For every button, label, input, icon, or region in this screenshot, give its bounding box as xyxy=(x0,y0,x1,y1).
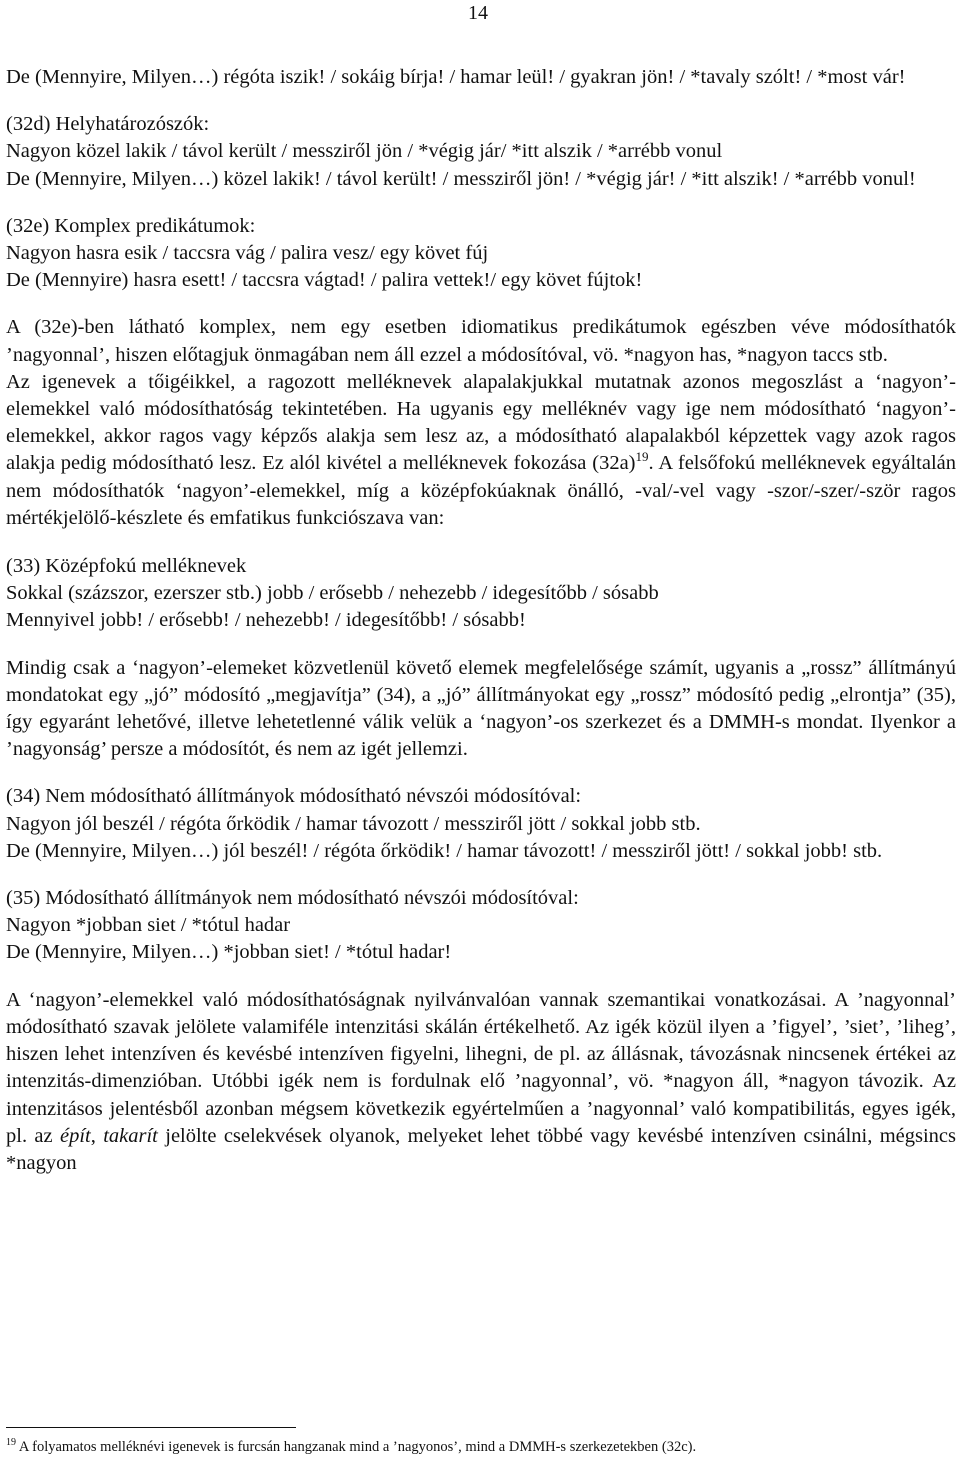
italic-term-takarit: takarít xyxy=(103,1124,158,1147)
example-34 xyxy=(6,783,956,865)
footnote-text: A folyamatos melléknévi igenevek is furcsán hangzanak mind a ’nagyonos’, mind a DMMH-s szerkezetekben (32c). xyxy=(16,1439,697,1455)
example-33-line2: Mennyivel jobb! / erősebb! / nehezebb! / idegesítőbb! / sósabb! xyxy=(6,609,526,632)
example-32d-line2: De (Mennyire, Milyen…) közel lakik! / távol került! / messziről jön! / *végig jár! / *itt alszik! / *arrébb vonul! xyxy=(6,167,916,190)
page-body xyxy=(6,64,956,1177)
example-35-line2: De (Mennyire, Milyen…) *jobban siet! / *tótul hadar! xyxy=(6,941,452,964)
paragraph-2 xyxy=(6,369,956,532)
paragraph-4-comma: , xyxy=(90,1124,104,1147)
example-35-title: (35) Módosítható állítmányok nem módosítható névszói módosítóval: xyxy=(6,887,579,910)
example-32e-line1: Nagyon hasra esik / taccsra vág / palira vesz/ egy követ fúj xyxy=(6,242,489,265)
example-33-line1: Sokkal (százszor, ezerszer stb.) jobb / erősebb / nehezebb / idegesítőbb / sósabb xyxy=(6,582,659,605)
italic-term-epit: épít xyxy=(59,1124,91,1147)
paragraph-4-text-b: jelölte cselekvések olyanok, melyeket lehet többé vagy kevésbé intenzíven csinálni, mégsincs *nagyon xyxy=(6,1124,957,1174)
example-35 xyxy=(6,885,956,967)
paragraph-1: A (32e)-ben látható komplex, nem egy esetben idiomatikus predikátumok egészben véve módosíthatók ’nagyonnal’, hiszen előtagjuk önmagában nem áll ezzel a módosítóval, vö. *nagyon has, *nagyon taccs stb. xyxy=(6,316,956,366)
example-34-line1: Nagyon jól beszél / régóta őrködik / hamar távozott / messziről jött / sokkal jobb stb. xyxy=(6,812,701,835)
example-34-title: (34) Nem módosítható állítmányok módosítható névszói módosítóval: xyxy=(6,785,582,808)
paragraph-3: Mindig csak a ‘nagyon’-elemeket közvetlenül követő elemek megfelelősége számít, ugyanis a „rossz” állítmányú mondatokat egy „jó” módosító „megjavítja” (34), a „jó” állítmányokat egy „rossz” módosító pedig „elrontja” (35), így egyaránt lehetővé, illetve lehetetlenné válik velük a ‘nagyon’-os szerkezet és a DMMH-s mondat. Ilyenkor a ’nagyonság’ persze a módosítót, és nem az igét jellemzi. xyxy=(6,656,956,761)
example-33 xyxy=(6,553,956,635)
paragraph-2-text-a: Az igenevek a tőigéikkel, a ragozott melléknevek alapalakjukkal mutatnak azonos megoszlást a ‘nagyon’-elemekkel való módosíthatóság tekintetében. Ha ugyanis egy melléknév vagy ige nem módosítható ‘nagyon’-elemekkel, akkor ragos vagy képzős alakja sem lesz az, a módosítható alapalakból képzettek vagy azok ragos alakja pedig módosítható lesz. Ez alól kivétel a melléknevek fokozása (32a) xyxy=(6,370,956,475)
footnote-divider xyxy=(6,1427,296,1428)
example-32d-title: (32d) Helyhatározószók: xyxy=(6,113,210,136)
example-35-line1: Nagyon *jobban siet / *tótul hadar xyxy=(6,914,291,937)
example-32c-continuation: De (Mennyire, Milyen…) régóta iszik! / sokáig bírja! / hamar leül! / gyakran jön! / *tavaly szólt! / *most vár! xyxy=(6,66,906,88)
example-33-title: (33) Középfokú melléknevek xyxy=(6,555,247,578)
page-number: 14 xyxy=(468,2,488,24)
paragraph-4-text-a: A ‘nagyon’-elemekkel való módosíthatóságnak nyilvánvalóan vannak szemantikai vonatkozásai. A ’nagyonnal’ módosítható szavak jelölete valamiféle intenzitási skálán értékelhető. Az igék közül ilyen a ’figyel’, ’siet’, ’liheg’, hiszen lehet intenzíven és kevésbé intenzíven figyelni, lihegni, de pl. az állásnak, távozásnak nincsenek értékei az intenzitás-dimenzióban. Utóbbi igék nem is fordulnak elő ’nagyonnal’, vö. *nagyon áll, *nagyon távozik. Az intenzitásos jelentésből azonban mégsem következik egyértelműen a ’nagyonnal’ való kompatibilitás, egyes igék, pl. az xyxy=(6,988,956,1147)
example-34-line2: De (Mennyire, Milyen…) jól beszél! / régóta őrködik! / hamar távozott! / messziről jött! / sokkal jobb! stb. xyxy=(6,839,883,862)
paragraph-4 xyxy=(6,987,956,1177)
example-32e xyxy=(6,213,956,295)
example-32d xyxy=(6,111,956,193)
footnote-19 xyxy=(6,1438,956,1456)
example-32e-line2: De (Mennyire) hasra esett! / taccsra vágtad! / palira vettek!/ egy követ fújtok! xyxy=(6,269,643,292)
footnote-mark: 19 xyxy=(6,1437,16,1449)
paragraph-2-text-b: . A felsőfokú melléknevek egyáltalán nem módosíthatók ‘nagyon’-elemekkel, míg a középfokúaknak önálló, -val/-vel vagy -szor/-szer/-ször ragos mértékjelölő-készlete és emfatikus funkciószava van: xyxy=(6,452,956,529)
example-32e-title: (32e) Komplex predikátumok: xyxy=(6,214,256,237)
example-32d-line1: Nagyon közel lakik / távol került / messziről jön / *végig jár/ *itt alszik / *arrébb vonul xyxy=(6,140,723,163)
footnote-ref-19: 19 xyxy=(635,449,649,465)
